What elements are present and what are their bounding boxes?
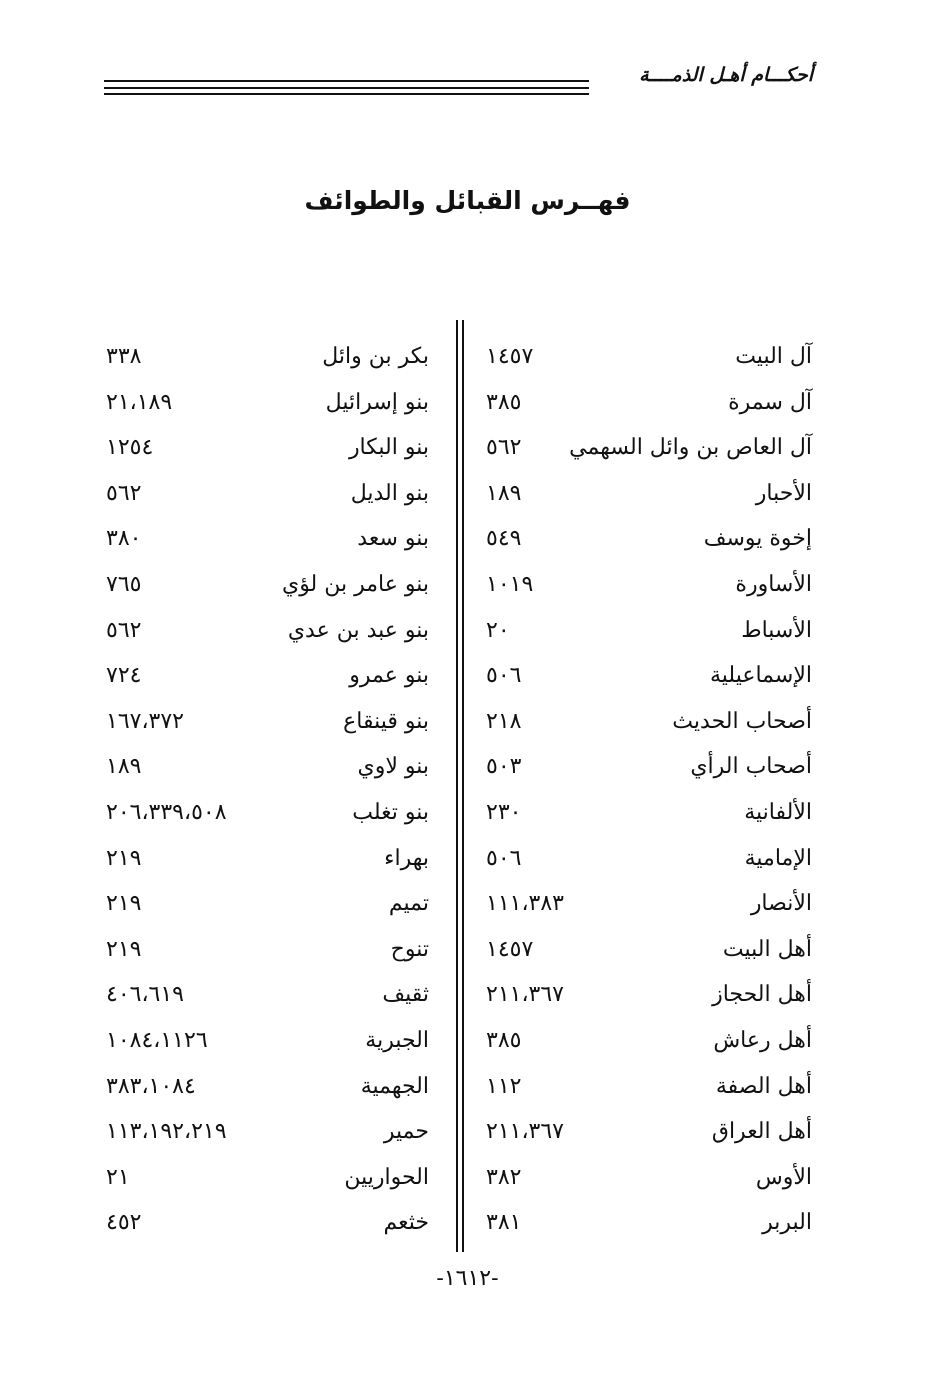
entry-name: بنو تغلب <box>352 799 429 825</box>
entry-name: البربر <box>762 1210 812 1236</box>
entry-pages: ٢١١،٣٦٧ <box>486 1119 564 1145</box>
entry-pages: ١٤٥٧ <box>486 344 534 369</box>
entry-pages: ٧٢٤ <box>106 663 142 689</box>
entry-name: الألفانية <box>744 799 812 825</box>
index-entry <box>480 428 820 474</box>
entry-pages: ١٢٥٤ <box>106 435 154 461</box>
index-entry <box>480 702 820 748</box>
entry-name: أهل الصفة <box>715 1073 812 1099</box>
entry-name: أهل العراق <box>711 1119 812 1145</box>
index-entry <box>100 839 435 885</box>
index-entry <box>480 839 820 885</box>
entry-name: آل العاص بن وائل السهمي <box>569 435 812 461</box>
entry-pages: ٤٥٢ <box>106 1210 142 1236</box>
entry-name: الأوس <box>755 1164 812 1190</box>
entry-name: بنو إسرائيل <box>325 389 429 415</box>
page-number: -١٦١٢- <box>436 1266 499 1291</box>
entry-pages: ٥٦٢ <box>486 435 522 461</box>
entry-pages: ٤٠٦،٦١٩ <box>106 982 184 1008</box>
entry-pages: ٣٨٥ <box>486 1027 522 1053</box>
entry-name: بنو سعد <box>357 526 429 552</box>
entry-pages: ٢١٩ <box>106 845 142 871</box>
entry-pages: ١٨٩ <box>106 754 142 780</box>
entry-name: الأحبار <box>755 480 812 506</box>
index-entry <box>100 656 435 702</box>
index-entry <box>100 428 435 474</box>
entry-pages: ٥٦٢ <box>106 617 142 643</box>
entry-pages: ٢١٩ <box>106 936 142 962</box>
index-entry <box>480 565 820 611</box>
entry-name: بنو لاوي <box>357 754 429 780</box>
index-entry <box>480 611 820 657</box>
entry-pages: ١٨٩ <box>486 480 522 506</box>
entry-pages: ٥٤٩ <box>486 526 522 552</box>
entry-name: أهل رعاش <box>713 1027 812 1053</box>
index-column-left <box>100 337 435 1249</box>
entry-pages: ٢٣٠ <box>486 799 522 825</box>
index-entry <box>480 656 820 702</box>
entry-name: الأنصار <box>750 891 812 917</box>
entry-name: الجهمية <box>360 1073 429 1099</box>
entry-name: بنو عمرو <box>349 663 429 689</box>
entry-pages: ٢٠٦،٣٣٩،٥٠٨ <box>106 799 227 825</box>
entry-name: بنو قينقاع <box>343 708 429 734</box>
index-entry <box>480 337 820 383</box>
entry-pages: ١١٢ <box>486 1073 522 1099</box>
index-entry <box>100 1021 435 1067</box>
index-entry <box>100 611 435 657</box>
index-entry <box>100 793 435 839</box>
entry-pages: ٣٨١ <box>486 1210 522 1236</box>
header-rule-top <box>104 80 589 82</box>
index-entry <box>480 793 820 839</box>
entry-pages: ٣٨٠ <box>106 526 142 552</box>
entry-name: بهراء <box>384 845 429 871</box>
index-entry <box>100 975 435 1021</box>
entry-name: خثعم <box>383 1210 429 1236</box>
index-entry <box>100 1067 435 1113</box>
index-entry <box>100 884 435 930</box>
entry-name: تنوح <box>390 936 429 962</box>
entry-name: الأسباط <box>741 617 812 643</box>
index-entry <box>100 337 435 383</box>
entry-pages: ٣٨٢ <box>486 1164 522 1190</box>
entry-name: الحواريين <box>344 1164 429 1190</box>
index-entry <box>480 930 820 976</box>
entry-name: بنو عبد بن عدي <box>287 617 429 643</box>
index-entry <box>100 565 435 611</box>
entry-pages: ٥٦٢ <box>106 480 142 506</box>
entry-name: الإمامية <box>744 845 812 871</box>
index-entry <box>480 884 820 930</box>
entry-name: بكر بن وائل <box>322 344 429 369</box>
entry-pages: ٥٠٦ <box>486 663 522 689</box>
column-divider-right <box>462 320 464 1252</box>
entry-name: بنو عامر بن لؤي <box>281 571 429 597</box>
entry-pages: ٥٠٣ <box>486 754 522 780</box>
header-rule-bottom-2 <box>104 93 589 95</box>
entry-name: ثقيف <box>382 982 429 1008</box>
index-entry <box>100 930 435 976</box>
entry-name: الأساورة <box>735 571 812 597</box>
index-entry <box>100 1203 435 1249</box>
entry-name: حمير <box>383 1119 429 1145</box>
entry-pages: ٧٦٥ <box>106 571 142 597</box>
index-entry <box>480 1158 820 1204</box>
index-entry <box>100 1112 435 1158</box>
index-entry <box>480 383 820 429</box>
index-entry <box>100 702 435 748</box>
header-rule-bottom <box>104 87 589 89</box>
entry-pages: ٢١،١٨٩ <box>106 389 173 415</box>
entry-pages: ٣٨٥ <box>486 389 522 415</box>
entry-pages: ٢١١،٣٦٧ <box>486 982 564 1008</box>
entry-name: بنو البكار <box>348 435 429 461</box>
index-entry <box>480 1021 820 1067</box>
entry-pages: ٢٠ <box>486 617 510 643</box>
index-entry <box>480 1067 820 1113</box>
entry-pages: ٣٨٣،١٠٨٤ <box>106 1073 196 1099</box>
index-entry <box>480 747 820 793</box>
index-column-right <box>480 337 820 1249</box>
index-entry <box>480 1203 820 1249</box>
entry-pages: ١٠٨٤،١١٢٦ <box>106 1027 208 1053</box>
entry-pages: ١١١،٣٨٣ <box>486 891 564 917</box>
entry-name: أصحاب الحديث <box>672 708 812 734</box>
index-entry <box>480 975 820 1021</box>
entry-name: أهل الحجاز <box>712 982 812 1008</box>
entry-pages: ٥٠٦ <box>486 845 522 871</box>
index-entry <box>100 1158 435 1204</box>
entry-pages: ٢١٩ <box>106 891 142 917</box>
index-entry <box>480 474 820 520</box>
running-header-title: أحكـــام أهـل الذمــــة <box>631 64 813 86</box>
entry-name: إخوة يوسف <box>703 526 812 552</box>
index-entry <box>100 747 435 793</box>
entry-name: أهل البيت <box>722 936 812 962</box>
entry-name: آل سمرة <box>728 389 812 415</box>
entry-pages: ٢١٨ <box>486 708 522 734</box>
entry-pages: ١٤٥٧ <box>486 936 534 962</box>
index-entry <box>480 1112 820 1158</box>
entry-name: آل البيت <box>735 344 812 369</box>
entry-pages: ٢١ <box>106 1164 130 1190</box>
entry-pages: ٣٣٨ <box>106 344 142 369</box>
index-entry <box>480 519 820 565</box>
index-entry <box>100 474 435 520</box>
entry-pages: ١٠١٩ <box>486 571 534 597</box>
index-entry <box>100 519 435 565</box>
entry-name: أصحاب الرأي <box>690 754 812 780</box>
index-entry <box>100 383 435 429</box>
column-divider-left <box>456 320 458 1252</box>
entry-name: الجبرية <box>365 1027 429 1053</box>
entry-name: تميم <box>388 891 429 917</box>
entry-name: الإسماعيلية <box>710 663 812 689</box>
entry-pages: ١٦٧،٣٧٢ <box>106 708 184 734</box>
entry-pages: ١١٣،١٩٢،٢١٩ <box>106 1119 227 1145</box>
entry-name: بنو الديل <box>350 480 429 506</box>
page-title: فهــرس القبائل والطوائف <box>304 186 631 215</box>
